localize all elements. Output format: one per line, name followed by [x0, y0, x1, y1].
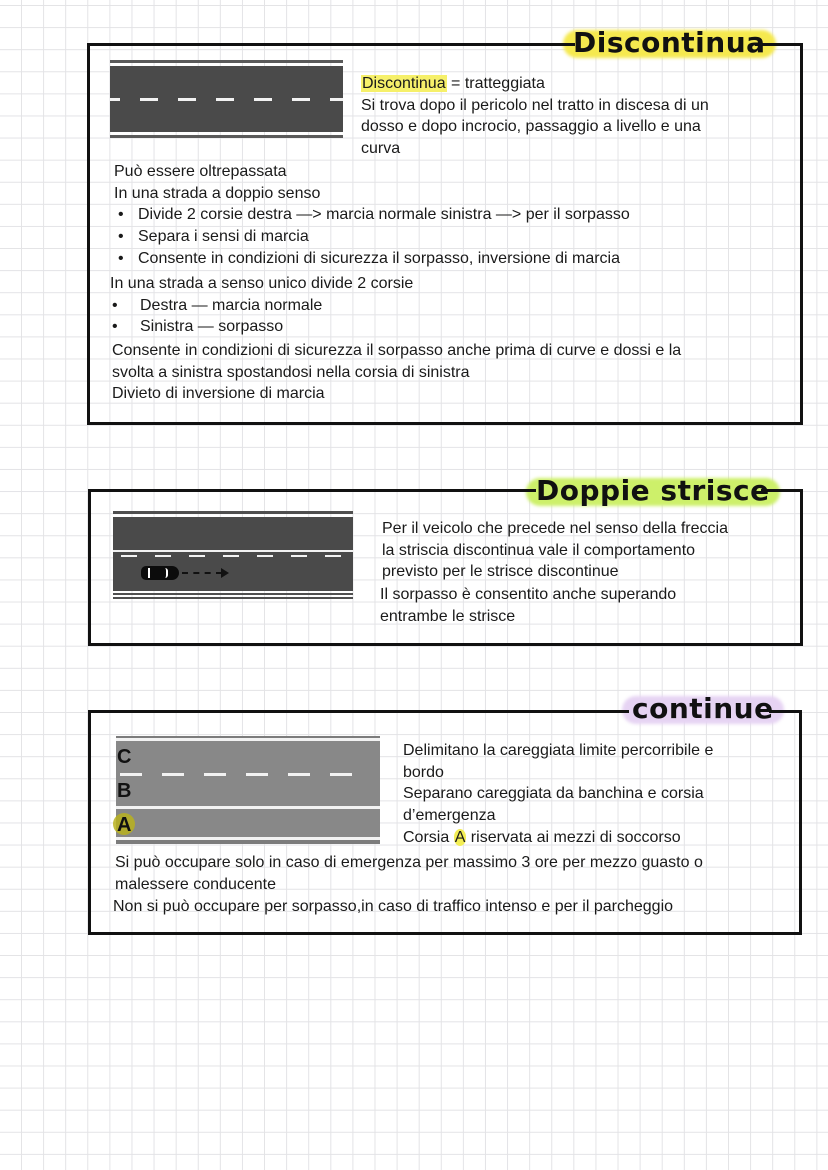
- bullet-icon: •: [118, 228, 124, 246]
- closing-line: Consente in condizioni di sicurezza il sorpasso anche prima di curve e dossi e la: [112, 342, 682, 359]
- body-line: Può essere oltrepassata: [114, 163, 287, 180]
- road-asphalt: [116, 741, 380, 844]
- road-diagram-double-lines: [113, 511, 353, 599]
- text-line: previsto per le strisce discontinue: [382, 563, 619, 581]
- text-fragment: riservata ai mezzi di soccorso: [466, 828, 681, 846]
- direction-arrow-icon: [182, 572, 222, 574]
- text-line: d’emergenza: [403, 807, 496, 825]
- intro-line: dosso e dopo incrocio, passaggio a livello e una: [361, 118, 701, 136]
- road-diagram-dashed: [110, 60, 343, 138]
- text-line: Il sorpasso è consentito anche superando: [380, 586, 677, 603]
- closing-line: svolta a sinistra spostandosi nella corsia di sinistra: [112, 363, 470, 381]
- text-line: Delimitano la careggiata limite percorribile e: [403, 742, 714, 759]
- road-edge-top: [110, 60, 343, 63]
- road-edge-bottom: [110, 135, 343, 138]
- road-diagram-lanes: [116, 736, 380, 849]
- lane-label-c: C: [117, 746, 132, 768]
- doppie-strisce-text-2: [380, 584, 676, 627]
- dashed-line: [113, 555, 353, 557]
- one-way-heading: In una strada a senso unico divide 2 corsie: [110, 275, 414, 292]
- section-title-continue: [626, 692, 780, 726]
- bullet-item: [114, 226, 630, 248]
- highlighted-term: Discontinua: [362, 75, 446, 92]
- intro-line: Si trova dopo il pericolo nel tratto in discesa di un: [361, 96, 709, 114]
- road-edge-bottom-inner: [113, 593, 353, 595]
- body-line: Non si può occupare per sorpasso,in caso di traffico intenso e per il parcheggio: [113, 898, 674, 915]
- text-line: la striscia discontinua vale il comportamento: [382, 541, 696, 559]
- corsia-line: [403, 827, 713, 849]
- discontinua-closing: [112, 340, 681, 405]
- text-line: Separano careggiata da banchina e corsia: [403, 785, 704, 803]
- text-line: entrambe le strisce: [380, 607, 516, 625]
- car-icon: [141, 566, 179, 580]
- text-fragment: Corsia: [403, 828, 454, 846]
- definition-line: [361, 73, 709, 95]
- bullet-text: Separa i sensi di marcia: [138, 228, 309, 246]
- road-edge-top: [113, 511, 353, 514]
- solid-lane-line: [116, 806, 380, 809]
- discontinua-one-way: [110, 273, 413, 338]
- bullet-icon: •: [118, 249, 124, 267]
- intro-line: curva: [361, 140, 401, 158]
- bullet-item: [114, 204, 630, 226]
- lane-label-b: B: [117, 780, 132, 802]
- continue-body: [115, 852, 703, 895]
- text-line: bordo: [403, 763, 444, 781]
- text-line: Per il veicolo che precede nel senso della freccia: [382, 520, 728, 537]
- continue-body-2: [113, 896, 673, 918]
- bullet-icon: •: [112, 318, 118, 336]
- bullet-item: [110, 316, 413, 338]
- highlighted-lane-a: A: [454, 828, 466, 846]
- box-top-border-left: [88, 489, 536, 492]
- bullet-text: Consente in condizioni di sicurezza il sorpasso, inversione di marcia: [138, 249, 621, 267]
- closing-line: Divieto di inversione di marcia: [112, 385, 325, 403]
- discontinua-intro: [361, 73, 709, 160]
- bullet-text: Divide 2 corsie destra —> marcia normale sinistra —> per il sorpasso: [138, 206, 630, 224]
- doppie-strisce-text: [382, 518, 728, 583]
- continue-text: [403, 740, 713, 848]
- bullet-item: [114, 248, 630, 270]
- road-edge-bottom: [113, 597, 353, 599]
- box-top-border-left: [88, 710, 629, 713]
- bullet-text: Destra — marcia normale: [140, 296, 323, 314]
- box-top-border-left: [87, 43, 575, 46]
- road-asphalt-upper: [113, 517, 353, 550]
- section-title-discontinua: [567, 26, 772, 60]
- bullet-item: [110, 295, 413, 317]
- definition-text: = tratteggiata: [446, 75, 545, 92]
- body-line: Si può occupare solo in caso di emergenza per massimo 3 ore per mezzo guasto o: [115, 854, 703, 871]
- discontinua-body: [114, 161, 630, 269]
- bullet-icon: •: [118, 206, 124, 224]
- body-line: malessere conducente: [115, 875, 276, 893]
- road-edge-bottom: [116, 840, 380, 844]
- bullet-icon: •: [112, 296, 118, 314]
- dashed-lane-line: [116, 773, 380, 776]
- arrow-head-icon: [221, 568, 229, 578]
- title-text: continue: [632, 692, 774, 725]
- body-line: In una strada a doppio senso: [114, 184, 321, 202]
- dashed-centerline: [110, 98, 343, 101]
- section-title-doppie-strisce: [530, 474, 776, 508]
- bullet-text: Sinistra — sorpasso: [140, 318, 284, 336]
- title-text: Discontinua: [573, 26, 766, 59]
- lane-label-a: A: [117, 814, 132, 836]
- title-text: Doppie strisce: [536, 474, 770, 507]
